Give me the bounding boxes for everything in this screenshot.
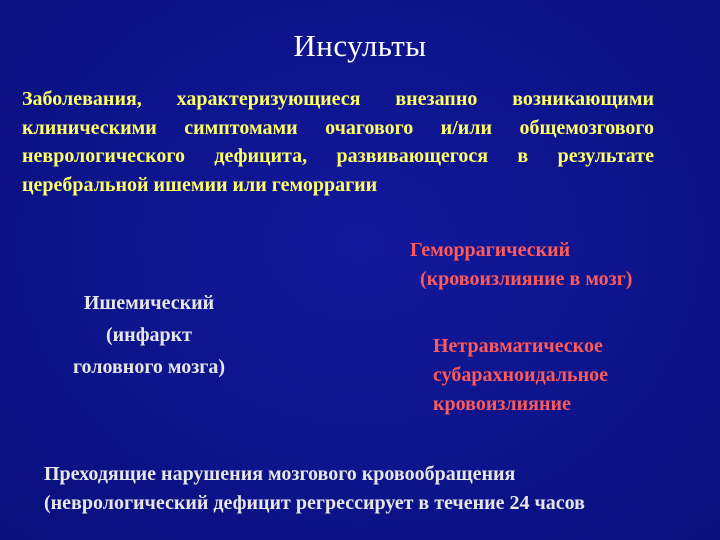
hemorrhagic-stroke-block: [410, 236, 690, 294]
sah-line-1: Нетравматическое: [433, 335, 603, 357]
hemorrhagic-desc: (кровоизлияние в мозг): [420, 268, 633, 290]
ischemic-desc-2: головного мозга): [72, 356, 226, 378]
tia-block: [44, 460, 714, 518]
hemorrhagic-label: Геморрагический: [410, 239, 571, 261]
sah-block: [433, 332, 693, 419]
sah-line-3: кровоизлияние: [433, 393, 571, 415]
slide-title: Инсульты: [293, 28, 427, 63]
stroke-definition: Заболевания, характеризующиеся внезапно возникающими клиническими симптомами очагового и/или общемозгового неврологического дефицита, развивающегося в результате церебральной ишемии или геморрагии: [22, 88, 654, 196]
ischemic-desc-1: (инфаркт: [105, 324, 192, 346]
ischemic-stroke-block: [40, 287, 258, 383]
ischemic-label: Ишемический: [83, 292, 215, 314]
tia-line-1: Преходящие нарушения мозгового кровообращения: [44, 463, 516, 485]
tia-line-2: (неврологический дефицит регрессирует в течение 24 часов: [44, 492, 585, 514]
sah-line-2: субарахноидальное: [433, 364, 609, 386]
